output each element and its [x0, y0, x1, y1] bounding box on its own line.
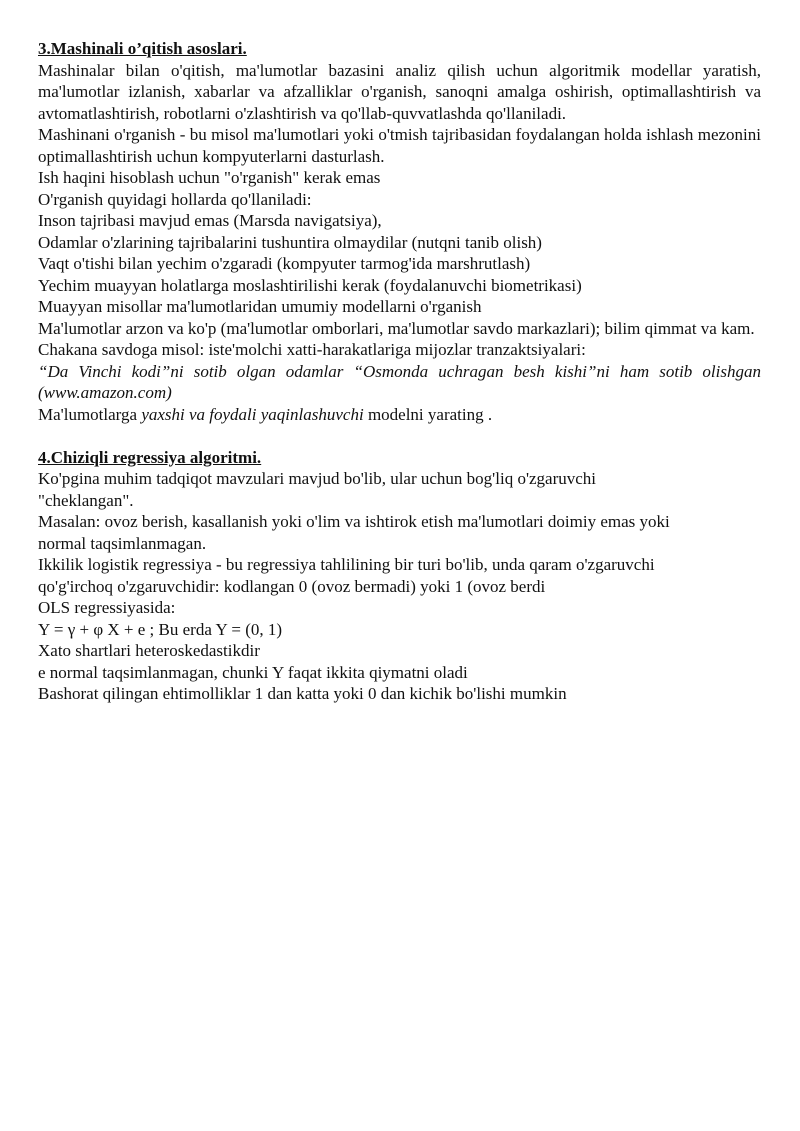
line-predicted-probabilities: Bashorat qilingan ehtimolliklar 1 dan katta yoki 0 dan kichik bo'lishi mumkin [38, 684, 567, 703]
build-model-text-start: Ma'lumotlarga [38, 404, 142, 424]
line-not-normal: normal taqsimlanmagan. [38, 533, 207, 553]
paragraph-build-model [38, 404, 761, 426]
line-binary-logistic: Ikkilik logistik regressiya - bu regressiya tahlilining bir turi bo'lib, unda qaram o'zgaruvchi [38, 555, 655, 574]
list-item-no-expertise: Inson tajribasi mavjud emas (Marsda navigatsiya), [38, 211, 382, 230]
paragraph-learning-cases-intro: O'rganish quyidagi hollarda qo'llaniladi: [38, 189, 312, 209]
paragraph-amazon-example: “Da Vinchi kodi”ni sotib olgan odamlar “Osmonda uchragan besh kishi”ni ham sotib olishgan (www.amazon.com) [38, 361, 761, 402]
line-equation: Y = γ + φ X + e ; Bu erda Y = (0, 1) [38, 619, 283, 639]
paragraph-data-cheap: Ma'lumotlar arzon va ko'p (ma'lumotlar omborlari, ma'lumotlar savdo markazlari); bilim qimmat va kam. [38, 318, 755, 338]
section-spacer [38, 425, 761, 447]
paragraph-general-models: Muayyan misollar ma'lumotlaridan umumiy modellarni o'rganish [38, 297, 482, 316]
build-model-text-italic: yaxshi va foydali yaqinlashuvchi [141, 404, 364, 424]
line-dummy-variable: qo'g'irchoq o'zgaruvchidir: kodlangan 0 (ovoz bermadi) yoki 1 (ovoz berdi [38, 576, 546, 596]
paragraph-salary-example: Ish haqini hisoblash uchun "o'rganish" kerak emas [38, 168, 381, 187]
paragraph-retail-example: Chakana savdoga misol: iste'molchi xatti-harakatlariga mijozlar tranzaktsiyalari: [38, 340, 586, 359]
line-e-not-normal: e normal taqsimlanmagan, chunki Y faqat ikkita qiymatni oladi [38, 662, 468, 682]
line-ols-regression: OLS regressiyasida: [38, 598, 176, 617]
list-item-adapt-cases: Yechim muayyan holatlarga moslashtirilishi kerak (foydalanuvchi biometrikasi) [38, 275, 582, 295]
list-item-changes-over-time: Vaqt o'tishi bilan yechim o'zgaradi (kompyuter tarmog'ida marshrutlash) [38, 254, 531, 273]
line-example-voting: Masalan: ovoz berish, kasallanish yoki o'lim va ishtirok etish ma'lumotlari doimiy emas yoki [38, 512, 670, 531]
list-item-cannot-explain: Odamlar o'zlarining tajribalarini tushuntira olmaydilar (nutqni tanib olish) [38, 232, 542, 252]
paragraph-ml-definition: Mashinani o'rganish - bu misol ma'lumotlari yoki o'tmish tajribasidan foydalangan holda ishlash mezonini optimallashtirish uchun kompyuterlarni dasturlash. [38, 125, 761, 166]
line-limited: "cheklangan". [38, 490, 134, 510]
section-4-heading: 4.Chiziqli regressiya algoritmi. [38, 447, 262, 467]
line-research-topics: Ko'pgina muhim tadqiqot mavzulari mavjud bo'lib, ular uchun bog'liq o'zgaruvchi [38, 469, 597, 488]
build-model-text-end: modelni yarating . [363, 404, 493, 424]
line-heteroskedastic: Xato shartlari heteroskedastikdir [38, 641, 260, 660]
section-3-heading: 3.Mashinali o’qitish asoslari. [38, 39, 247, 58]
paragraph-ml-applications: Mashinalar bilan o'qitish, ma'lumotlar bazasini analiz qilish uchun algoritmik modellar yaratish, ma'lumotlar izlanish, xabarlar va afzalliklar o'rganish, sanoqni amalga oshirish, optimallashtirish va avtomatlashtirish, robotlarni o'zlashtirish va qo'llab-quvvatlashda qo'llaniladi. [38, 60, 761, 123]
document-page [38, 38, 761, 705]
